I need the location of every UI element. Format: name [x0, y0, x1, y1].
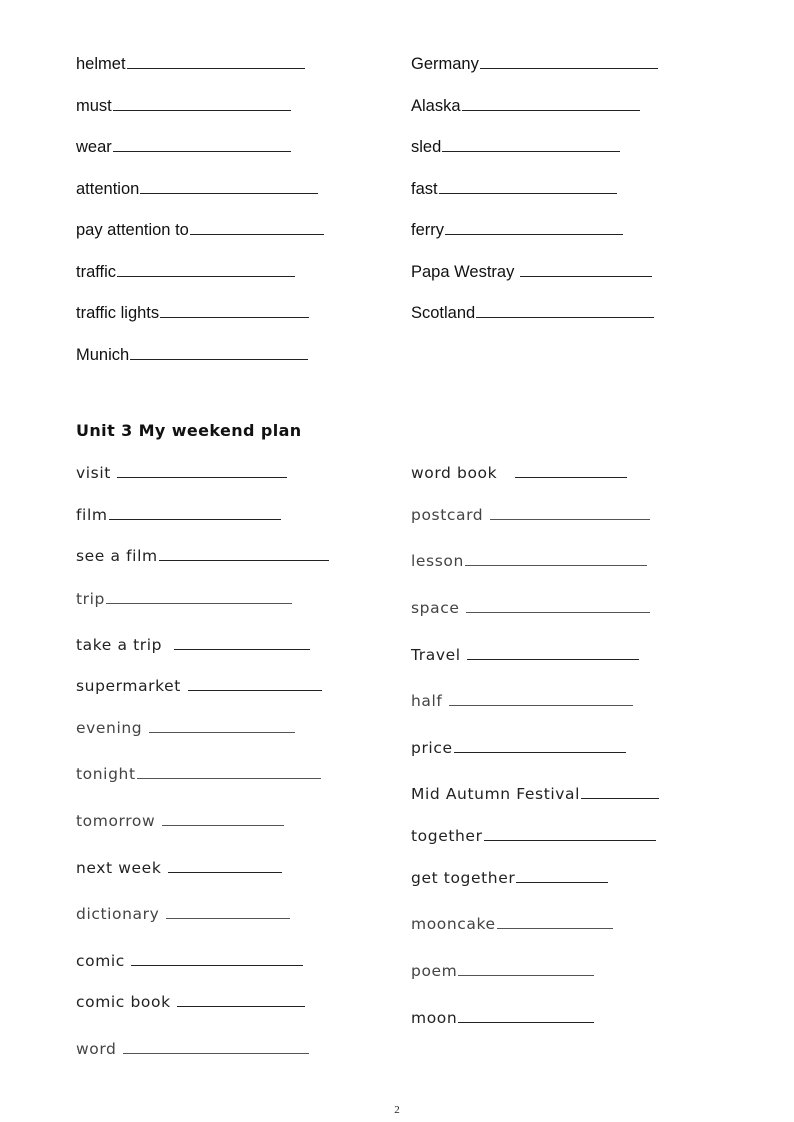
vocab-word: half	[411, 692, 449, 710]
vocab-item	[76, 589, 292, 609]
vocab-item	[411, 179, 617, 199]
vocab-item	[411, 645, 639, 665]
answer-blank[interactable]	[581, 784, 659, 799]
answer-blank[interactable]	[162, 811, 284, 826]
vocab-word: Scotland	[411, 304, 476, 322]
vocab-word: Travel	[411, 646, 467, 664]
answer-blank[interactable]	[166, 904, 290, 919]
vocab-word: ferry	[411, 221, 444, 239]
vocab-word: word book	[411, 464, 514, 482]
vocab-item	[76, 137, 291, 157]
vocab-word: pay attention to	[76, 221, 189, 239]
answer-blank[interactable]	[516, 868, 608, 883]
answer-blank[interactable]	[123, 1039, 309, 1054]
vocab-item	[76, 220, 324, 240]
vocab-item	[76, 1039, 309, 1059]
vocab-word: tomorrow	[76, 812, 161, 830]
answer-blank[interactable]	[113, 96, 291, 111]
vocab-word: tonight	[76, 765, 136, 783]
answer-blank[interactable]	[466, 598, 650, 613]
vocab-item	[76, 303, 309, 323]
vocab-word: supermarket	[76, 677, 187, 695]
vocab-item	[76, 811, 284, 831]
answer-blank[interactable]	[449, 691, 633, 706]
answer-blank[interactable]	[520, 262, 652, 277]
vocab-item	[76, 345, 308, 365]
vocab-item	[411, 738, 626, 758]
vocab-item	[411, 463, 627, 483]
page-number: 2	[394, 1104, 400, 1116]
vocab-word: space	[411, 599, 465, 617]
vocab-word: trip	[76, 590, 105, 608]
answer-blank[interactable]	[117, 463, 287, 478]
vocab-word: see a film	[76, 547, 158, 565]
answer-blank[interactable]	[462, 96, 640, 111]
section-heading: Unit 3 My weekend plan	[76, 421, 302, 440]
answer-blank[interactable]	[117, 262, 295, 277]
vocab-word: lesson	[411, 552, 464, 570]
vocab-word: Munich	[76, 346, 130, 364]
answer-blank[interactable]	[160, 303, 309, 318]
vocab-item	[76, 96, 291, 116]
vocab-word: Papa Westray	[411, 263, 519, 281]
answer-blank[interactable]	[190, 220, 324, 235]
vocab-item	[411, 961, 594, 981]
vocab-word: evening	[76, 719, 148, 737]
vocab-item	[411, 691, 633, 711]
answer-blank[interactable]	[177, 992, 305, 1007]
vocab-item	[76, 718, 295, 738]
vocab-word: visit	[76, 464, 117, 482]
vocab-item	[411, 551, 647, 571]
vocab-item	[411, 96, 640, 116]
vocab-item	[76, 992, 305, 1012]
vocab-item	[411, 784, 659, 804]
answer-blank[interactable]	[174, 635, 310, 650]
vocab-item	[411, 303, 654, 323]
vocab-item	[76, 262, 295, 282]
answer-blank[interactable]	[442, 137, 620, 152]
vocab-word: Mid Autumn Festival	[411, 785, 581, 803]
vocab-word: wear	[76, 138, 112, 156]
vocab-word: sled	[411, 138, 442, 156]
answer-blank[interactable]	[131, 951, 303, 966]
answer-blank[interactable]	[168, 858, 282, 873]
vocab-word: helmet	[76, 55, 126, 73]
vocab-word: attention	[76, 180, 140, 198]
vocab-word: Germany	[411, 55, 479, 73]
vocab-word: take a trip	[76, 636, 174, 654]
vocab-word: traffic lights	[76, 304, 160, 322]
vocab-word: traffic	[76, 263, 117, 281]
vocab-item	[411, 868, 608, 888]
answer-blank[interactable]	[188, 676, 322, 691]
answer-blank[interactable]	[458, 961, 594, 976]
vocab-item	[411, 598, 650, 618]
answer-blank[interactable]	[465, 551, 647, 566]
vocab-word: film	[76, 506, 108, 524]
answer-blank[interactable]	[140, 179, 318, 194]
vocab-word: get together	[411, 869, 516, 887]
vocab-word: Alaska	[411, 97, 461, 115]
vocab-word: price	[411, 739, 453, 757]
vocab-item	[76, 904, 290, 924]
vocab-item	[411, 1008, 594, 1028]
vocab-word: poem	[411, 962, 458, 980]
answer-blank[interactable]	[490, 505, 650, 520]
answer-blank[interactable]	[130, 345, 308, 360]
vocab-item	[76, 546, 329, 566]
answer-blank[interactable]	[127, 54, 305, 69]
vocab-word: dictionary	[76, 905, 165, 923]
answer-blank[interactable]	[159, 546, 329, 561]
vocab-word: comic book	[76, 993, 177, 1011]
vocab-word: moon	[411, 1009, 458, 1027]
vocab-item	[411, 505, 650, 525]
answer-blank[interactable]	[467, 645, 639, 660]
answer-blank[interactable]	[484, 826, 656, 841]
vocab-item	[76, 676, 322, 696]
vocab-item	[76, 505, 281, 525]
vocab-item	[411, 826, 656, 846]
answer-blank[interactable]	[445, 220, 623, 235]
answer-blank[interactable]	[113, 137, 291, 152]
vocab-word: word	[76, 1040, 123, 1058]
vocab-word: mooncake	[411, 915, 496, 933]
answer-blank[interactable]	[476, 303, 654, 318]
answer-blank[interactable]	[515, 463, 627, 478]
answer-blank[interactable]	[149, 718, 295, 733]
vocab-item	[76, 764, 321, 784]
answer-blank[interactable]	[106, 589, 292, 604]
vocab-item	[411, 262, 652, 282]
vocab-item	[411, 54, 658, 74]
answer-blank[interactable]	[109, 505, 281, 520]
answer-blank[interactable]	[480, 54, 658, 69]
vocab-item	[76, 463, 287, 483]
vocab-word: postcard	[411, 506, 489, 524]
vocab-item	[411, 914, 613, 934]
answer-blank[interactable]	[497, 914, 613, 929]
answer-blank[interactable]	[439, 179, 617, 194]
vocab-word: must	[76, 97, 112, 115]
vocab-word: together	[411, 827, 483, 845]
vocab-item	[76, 858, 282, 878]
vocab-item	[411, 137, 620, 157]
answer-blank[interactable]	[454, 738, 626, 753]
vocab-item	[76, 179, 318, 199]
answer-blank[interactable]	[458, 1008, 594, 1023]
answer-blank[interactable]	[137, 764, 321, 779]
vocab-item	[76, 54, 305, 74]
vocab-item	[76, 635, 310, 655]
vocab-word: fast	[411, 180, 438, 198]
vocab-item	[411, 220, 623, 240]
vocab-word: comic	[76, 952, 131, 970]
vocab-item	[76, 951, 303, 971]
vocab-word: next week	[76, 859, 167, 877]
